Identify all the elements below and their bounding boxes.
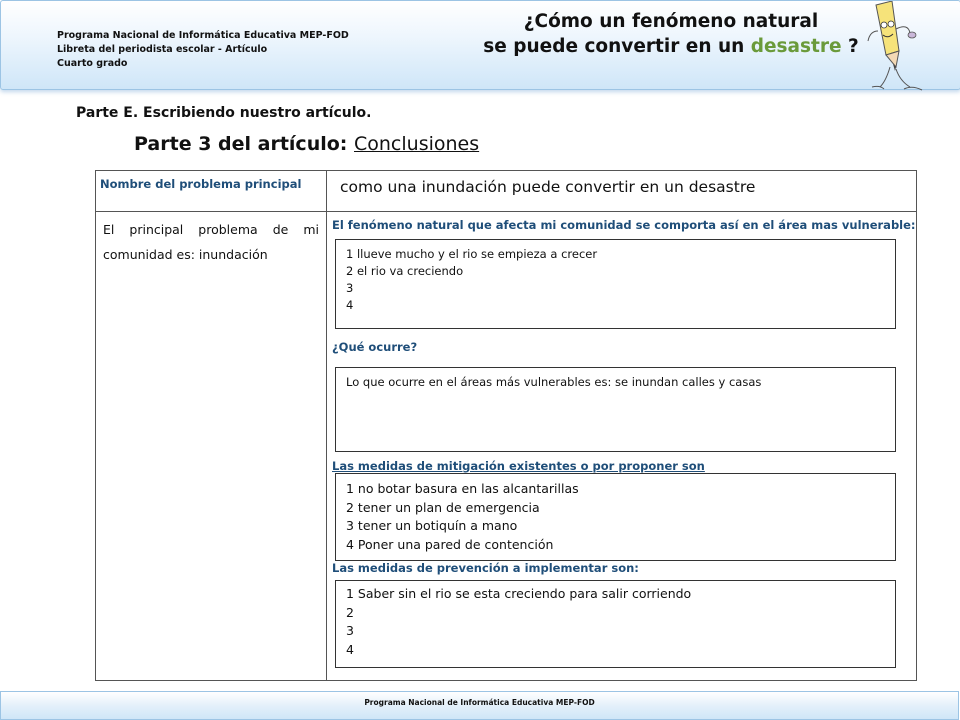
mitigation-item: 4 Poner una pared de contención [346, 536, 554, 552]
header-banner [0, 0, 960, 90]
table-divider-horizontal [95, 211, 917, 212]
prevention-label: Las medidas de prevención a implementar son: [332, 561, 639, 575]
program-line-3: Cuarto grado [57, 58, 128, 69]
subtitle-prefix: Parte 3 del artículo: [134, 133, 354, 155]
behavior-item: 1 llueve mucho y el rio se empieza a crecer [346, 247, 598, 261]
mitigation-item: 1 no botar basura en las alcantarillas [346, 481, 579, 496]
footer-text: Programa Nacional de Informática Educativa MEP-FOD [364, 698, 595, 707]
prevention-item: 2 [346, 604, 354, 620]
page-title [421, 9, 921, 59]
prevention-item: 4 [346, 641, 354, 657]
what-happens-text: Lo que ocurre en el áreas más vulnerables es: se inundan calles y casas [346, 375, 762, 389]
pencil-mascot-icon [866, 1, 936, 93]
problem-name-label: Nombre del problema principal [100, 177, 302, 191]
mitigation-box [335, 473, 896, 561]
prevention-item: 1 Saber sin el rio se esta creciendo para salir corriendo [346, 586, 692, 601]
title-line-2 [421, 34, 921, 59]
subtitle [134, 133, 479, 155]
behavior-box [335, 239, 896, 329]
program-info [57, 29, 349, 71]
program-line-2: Libreta del periodista escolar - Artículo [57, 44, 268, 55]
prevention-box [335, 580, 896, 668]
title-line-2-pre: se puede convertir en un [483, 36, 751, 57]
behavior-item: 3 [346, 281, 354, 295]
footer-banner [0, 691, 959, 720]
subtitle-underlined: Conclusiones [354, 133, 480, 155]
what-happens-label: ¿Qué ocurre? [332, 340, 418, 354]
problem-name-value: como una inundación puede convertir en un desastre [340, 178, 756, 196]
behavior-label: El fenómeno natural que afecta mi comunidad se comporta así en el área mas vulnerable: [332, 218, 916, 232]
what-happens-box [335, 367, 896, 452]
behavior-item: 2 el rio va creciendo [346, 264, 464, 278]
program-line-1: Programa Nacional de Informática Educativa MEP-FOD [57, 30, 349, 41]
mitigation-item: 3 tener un botiquín a mano [346, 518, 518, 533]
title-line-2-post: ? [841, 36, 859, 57]
mitigation-item: 2 tener un plan de emergencia [346, 499, 540, 515]
behavior-item: 4 [346, 298, 354, 312]
section-heading: Parte E. Escribiendo nuestro artículo. [76, 105, 372, 121]
title-highlight: desastre [750, 36, 842, 57]
mitigation-label: Las medidas de mitigación existentes o por proponer son [332, 459, 705, 473]
table-divider-vertical [326, 170, 327, 681]
prevention-item: 3 [346, 623, 354, 638]
title-line-1: ¿Cómo un fenómeno natural [523, 11, 819, 32]
main-problem-text: El principal problema de mi comunidad es: inundación [103, 222, 319, 262]
